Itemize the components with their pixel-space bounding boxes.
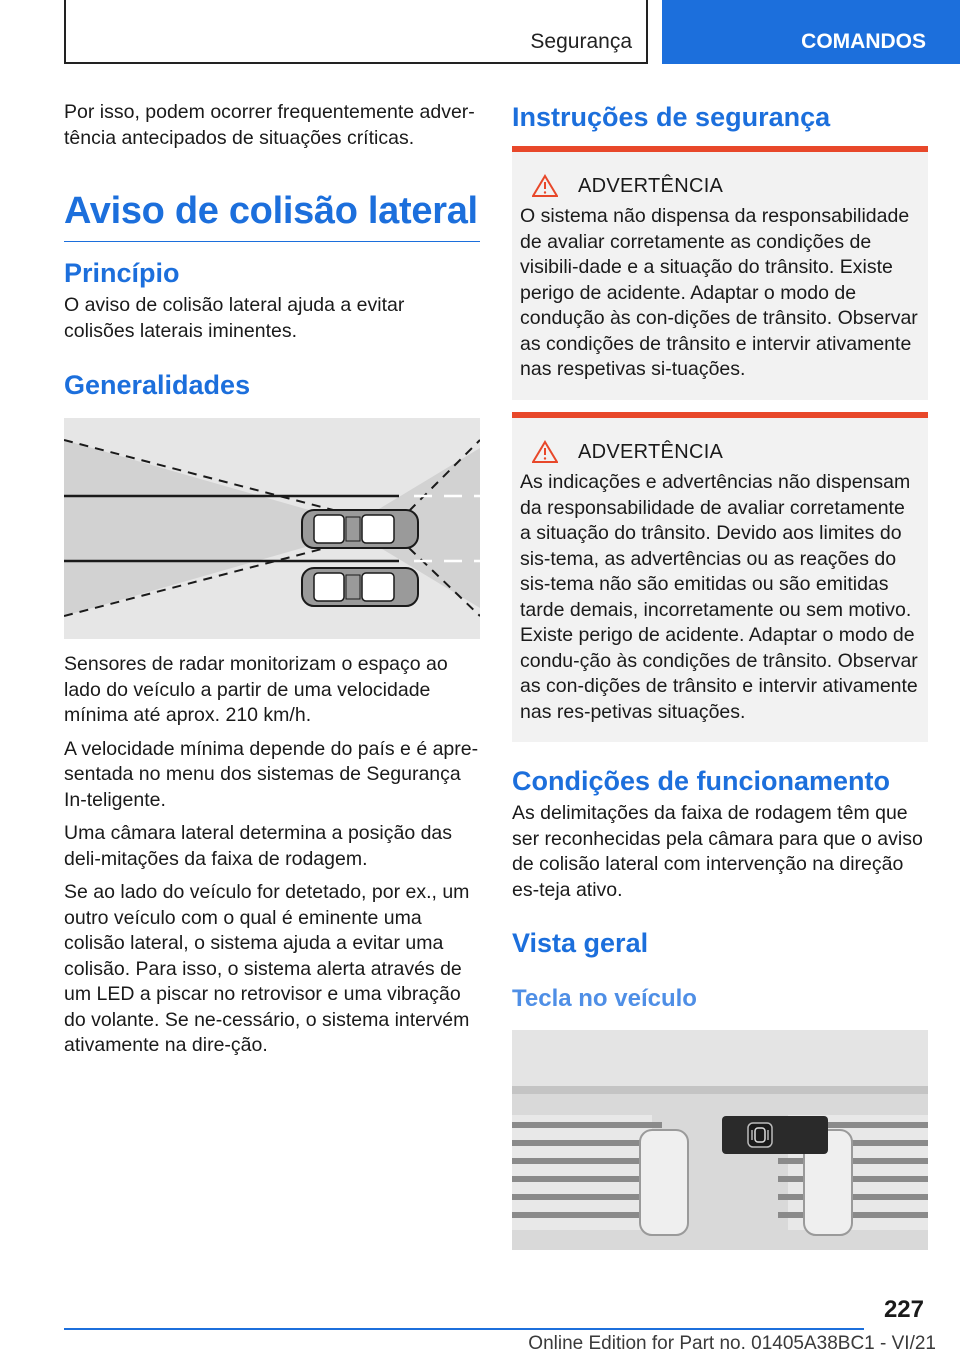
warning-title: ADVERTÊNCIA [578, 440, 724, 463]
section-tab [64, 0, 648, 64]
safety-heading-block [512, 102, 928, 133]
edition-text: Online Edition for Part no. 01405A38BC1 - VI/21 [528, 1333, 936, 1354]
vehicle-own [302, 510, 418, 548]
principle-block [64, 258, 480, 352]
dashboard-photo-svg [512, 1030, 928, 1250]
title-block [64, 190, 480, 242]
general-heading: Generalidades [64, 370, 251, 400]
chapter-tab: COMANDOS [662, 0, 960, 64]
warning-text: O sistema não dispensa da responsabilidade de avaliar corretamente as condições de visibili-dade e a situação do trânsito. Existe perigo de acidente. Adaptar o modo de condução às con-dições de trânsito. Observar as condições de trânsito e intervir ativamente nas respetivas si-tuações. [520, 205, 918, 380]
principle-text: O aviso de colisão lateral ajuda a evitar colisões laterais iminentes. [64, 294, 405, 342]
vehicle-adjacent [302, 568, 418, 606]
safety-heading: Instruções de segurança [512, 102, 831, 132]
general-block [64, 370, 480, 401]
footer-rule [64, 1328, 864, 1330]
button-photo [512, 1030, 928, 1250]
warning-text: As indicações e advertências não dispensam da responsabilidade de avaliar corretamente a situação do trânsito. Devido aos limites do sis-tema, as advertências ou as reações do sis-tema não são emitidas ou são emitidas tarde demais, incorretamente ou sem motivo. Existe perigo de acidente. Adaptar o modo de condu-ção às condições de trânsito. Observar as con-dições de trânsito e intervir ativamente nas res-petivas situações. [520, 471, 918, 723]
collision-diagram [64, 418, 480, 639]
warning-triangle-icon [532, 174, 558, 198]
intro-text: Por isso, podem ocorrer frequentemente adver-tência antecipados de situações críticas. [64, 101, 475, 149]
paragraph-camera: Uma câmara lateral determina a posição das deli-mitações da faixa de rodagem. [64, 822, 453, 870]
page-title: Aviso de colisão lateral [64, 190, 480, 242]
button-heading: Tecla no veículo [512, 985, 697, 1012]
assist-button-icon[interactable] [748, 1123, 772, 1147]
page-number: 227 [883, 1296, 924, 1323]
warning-title: ADVERTÊNCIA [578, 174, 724, 197]
overview-heading: Vista geral [512, 928, 649, 958]
principle-heading: Princípio [64, 258, 180, 288]
left-vent [512, 1115, 688, 1235]
conditions-text: As delimitações da faixa de rodagem têm que ser reconhecidas pela câmara para que o aviso de colisão lateral com intervenção na direção es-teja ativo. [512, 802, 923, 901]
paragraph-radar: Sensores de radar monitorizam o espaço ao lado do veículo a partir de uma velocidade mínima até aprox. 210 km/h. [64, 653, 448, 726]
paragraph-intervention: Se ao lado do veículo for detetado, por ex., um outro veículo com o qual é eminente uma colisão lateral, o sistema ajuda a evitar uma colisão. Para isso, o sistema alerta através de um LED a piscar no retrovisor e uma vibração do volante. Se ne-cessário, o sistema intervém ativamente na dire-ção. [64, 881, 470, 1056]
button-block [512, 985, 928, 1013]
warning-box-1 [512, 146, 928, 400]
conditions-heading: Condições de funcionamento [512, 766, 891, 796]
left-column [64, 100, 480, 159]
section-label: Segurança [530, 30, 632, 53]
overview-block [512, 928, 928, 959]
collision-diagram-svg [64, 418, 480, 639]
general-paragraphs [64, 652, 480, 1067]
paragraph-min-speed: A velocidade mínima depende do país e é apre-sentada no menu dos sistemas de Segurança In-teligente. [64, 737, 479, 811]
conditions-block [512, 766, 928, 911]
warning-box-2 [512, 412, 928, 742]
warning-triangle-icon [532, 440, 558, 464]
